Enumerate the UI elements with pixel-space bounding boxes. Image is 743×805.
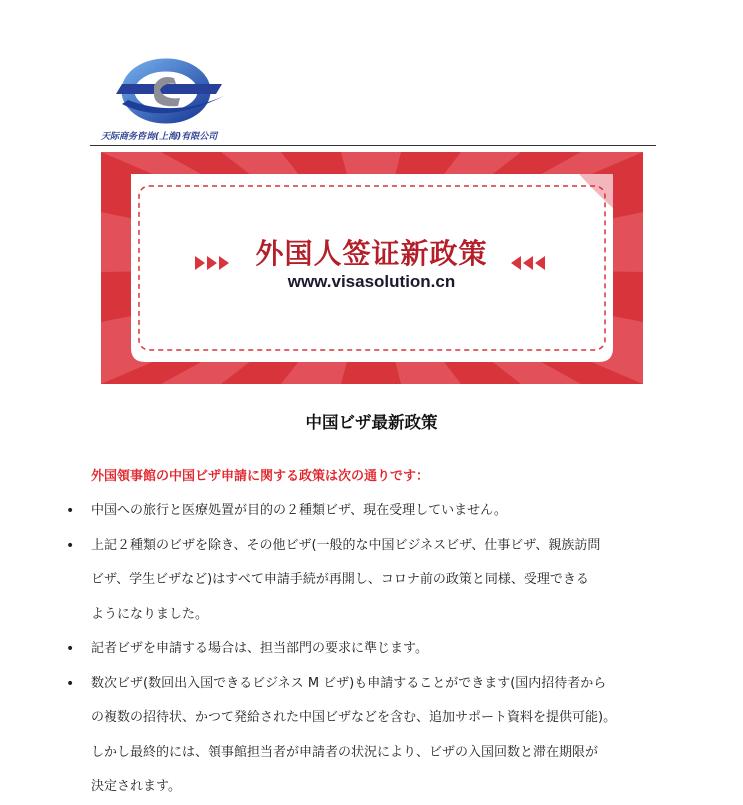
bullet-icon: • <box>66 537 75 554</box>
bullet-icon: • <box>66 641 75 657</box>
list-item-line: ようになりました。 <box>91 606 209 622</box>
list-item-line: ビザ、学生ビザなど)はすべて申請手続が再開し、コロナ前の政策と同様、受理できる <box>91 572 589 587</box>
banner-url: www.visasolution.cn <box>287 272 456 291</box>
banner-title: 外国人签证新政策 <box>255 237 488 270</box>
list-item-line: 決定されます。 <box>91 779 181 794</box>
notice-text: 外国領事館の中国ビザ申請に関する政策は次の通りです： <box>91 469 430 484</box>
list-item-line: しかし最終的には、領事館担当者が申請者の状況により、ビザの入国回数と滞在期限が <box>91 744 599 760</box>
list-item <box>64 667 664 805</box>
list-item-line: の複数の招待状、かつて発給された中国ビザなどを含む、追加サポート資料を提供可能)。 <box>91 710 617 725</box>
bullet-icon: • <box>66 503 75 519</box>
list-item-line: 記者ビザを申請する場合は、担当部門の要求に準じます。 <box>91 641 428 656</box>
policy-list <box>64 494 664 805</box>
company-name: 天际商务咨询(上海)有限公司 <box>101 132 218 142</box>
header-divider <box>90 145 656 146</box>
list-item-line: 中国への旅行と医療処置が目的の２種類ビザ、現在受理していません。 <box>91 503 507 518</box>
page-title: 中国ビザ最新政策 <box>305 413 438 432</box>
list-item <box>64 494 664 529</box>
list-item <box>64 632 664 667</box>
bullet-icon: • <box>66 675 75 692</box>
list-item-line: 上記２種類のビザを除き、その他ビザ(一般的な中国ビジネスビザ、仕事ビザ、親族訪問 <box>91 537 601 553</box>
list-item <box>64 529 664 633</box>
list-item-line: 数次ビザ(数回出入国できるビジネス M ビザ)も申請することができます(国内招待者から <box>91 675 607 691</box>
